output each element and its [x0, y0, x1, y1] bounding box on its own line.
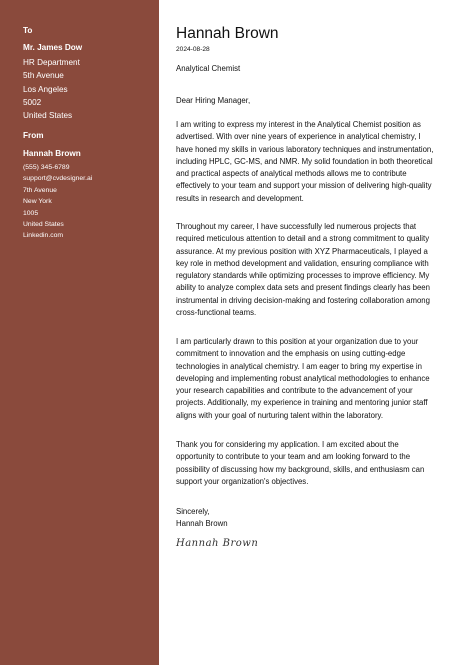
paragraph-line: instrumental in driving decision-making and fostering collaboration among	[176, 295, 430, 305]
recipient-line: United States	[23, 111, 73, 121]
paragraph	[176, 336, 430, 422]
letter-date: 2024-08-28	[176, 46, 210, 53]
paragraph-line: ability to analyze complex data sets and present findings clearly has been	[176, 283, 430, 293]
paragraph-line: key role in method development and validation, ensuring compliance with	[176, 258, 429, 268]
sender-phone: (555) 345-6789	[23, 164, 70, 171]
recipient-line: Los Angeles	[23, 84, 68, 94]
paragraph-line: your research capabilities and contribute to the advancement of your	[176, 386, 413, 396]
sender-line: 1005	[23, 209, 39, 217]
paragraph-line: support your organization's objectives.	[176, 476, 309, 486]
from-heading: From	[23, 131, 44, 140]
paragraph-line: I am particularly drawn to this position at your organization due to your	[176, 337, 419, 346]
paragraph-line: results in research and development.	[176, 193, 304, 203]
paragraph-line: including HPLC, GC-MS, and NMR. My solid foundation in both theoretical	[176, 156, 433, 166]
paragraph-line: commitment to innovation and the emphasis on using cutting-edge	[176, 349, 406, 359]
greeting: Dear Hiring Manager,	[176, 96, 251, 105]
sidebar	[0, 0, 159, 665]
paragraph-line: I am writing to express my interest in the Analytical Chemist position as	[176, 120, 421, 129]
recipient-line: 5002	[23, 97, 42, 107]
paragraph	[176, 221, 430, 319]
paragraph-line: developing and implementing robust analytical methodologies to enhance	[176, 373, 430, 383]
recipient-address	[23, 56, 80, 122]
paragraph-line: Throughout my career, I have successfully led numerous projects that	[176, 222, 417, 231]
paragraph-line: possibility of discussing how my background, skills, and enthusiasm can	[176, 464, 425, 474]
paragraph-line: and practical aspects of analytical methods allows me to contribute	[176, 169, 407, 179]
paragraph-line: Thank you for considering my application. I am excited about the	[176, 440, 399, 449]
closing-name: Hannah Brown	[176, 519, 228, 529]
sender-email: support@cvdesigner.ai	[23, 175, 93, 183]
paragraph-line: have honed my skills in various laboratory techniques and instrumentation,	[176, 144, 434, 154]
paragraph-line: regulatory standards while optimizing processes to improve efficiency. My	[176, 271, 430, 281]
recipient-name: Mr. James Dow	[23, 43, 83, 52]
paragraph	[176, 119, 433, 205]
sender-linkedin: Linkedin.com	[23, 232, 64, 240]
recipient-line: 5th Avenue	[23, 71, 64, 81]
sender-line: New York	[23, 198, 52, 206]
recipient-line: HR Department	[23, 58, 80, 67]
paragraph-line: opportunity to contribute to your team and am looking forward to the	[176, 452, 411, 462]
to-heading: To	[23, 26, 33, 35]
closing-phrase: Sincerely,	[176, 507, 210, 516]
sender-line: United States	[23, 221, 64, 229]
sender-contact	[23, 162, 92, 242]
paragraph-line: assurance. At my previous position with XYZ Pharmaceuticals, I played a	[176, 246, 428, 256]
paragraph-line: required meticulous attention to detail and a strong commitment to quality	[176, 234, 430, 244]
paragraph-line: advertised. With over nine years of experience in analytical chemistry, I	[176, 132, 421, 142]
job-title: Analytical Chemist	[176, 64, 241, 73]
paragraph-line: effectively to your team and support your mission of delivering high-quality	[176, 181, 432, 191]
sender-heading-name: Hannah Brown	[176, 25, 279, 42]
sender-line: 7th Avenue	[23, 186, 57, 194]
paragraph-line: aligns with your goal of nurturing talent within the laboratory.	[176, 410, 384, 420]
paragraph	[176, 439, 424, 488]
paragraph-line: technologies in analytical chemistry. I am eager to bring my expertise in	[176, 361, 423, 371]
paragraph-line: cross-functional teams.	[176, 308, 257, 318]
sender-name: Hannah Brown	[23, 149, 81, 158]
closing-block	[176, 506, 228, 531]
paragraph-line: projects. Additionally, my experience in training and mentoring junior staff	[176, 398, 428, 408]
handwritten-signature: Hannah Brown	[176, 538, 259, 549]
